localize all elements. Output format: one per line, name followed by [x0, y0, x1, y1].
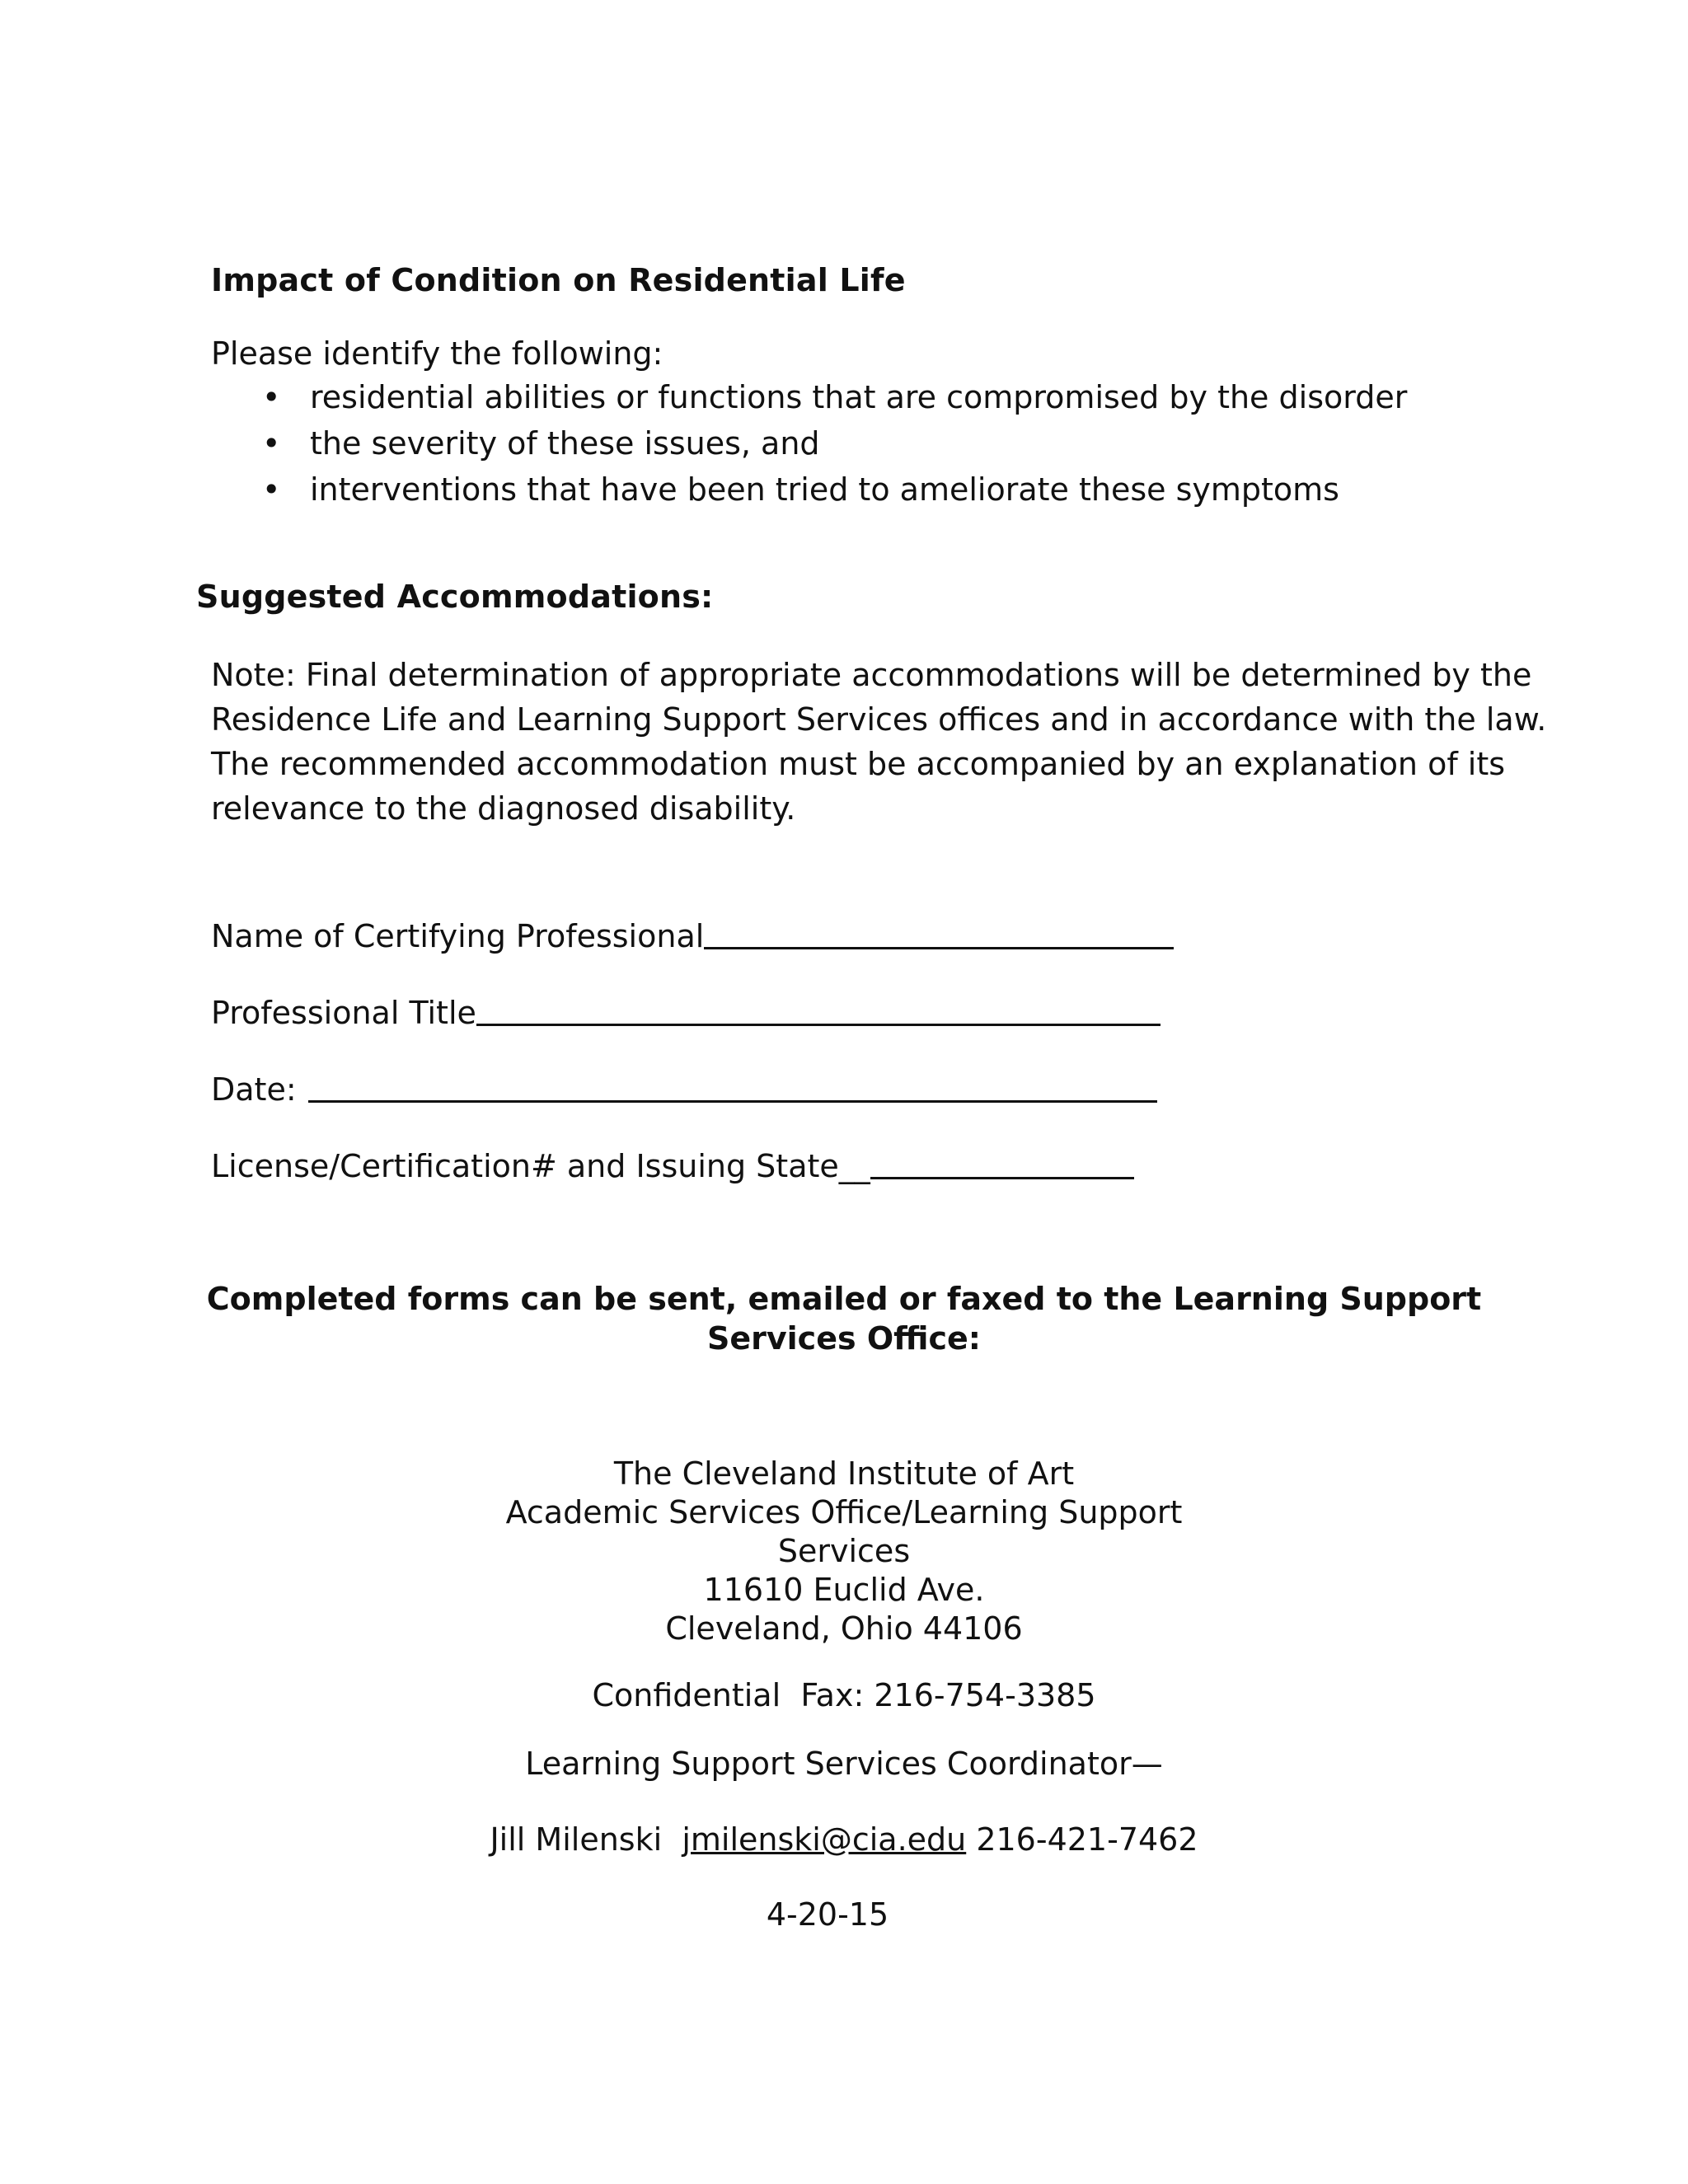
address-block [0, 1455, 1688, 1648]
certifying-professional-label: Name of Certifying Professional [211, 918, 705, 954]
list-item [211, 374, 1407, 420]
contact-phone: 216-421-7462 [976, 1821, 1198, 1858]
license-label: License/Certification# and Issuing State__ [211, 1148, 870, 1184]
bullet-text: the severity of these issues, and [310, 425, 820, 462]
bullet-icon: • [262, 425, 281, 462]
certifying-professional-input-line[interactable] [704, 914, 1174, 949]
date-input-line[interactable] [308, 1067, 1157, 1103]
bullet-icon: • [262, 471, 281, 508]
license-input-line[interactable] [870, 1144, 1134, 1179]
city-state-zip: Cleveland, Ohio 44106 [665, 1610, 1023, 1647]
professional-title-input-line[interactable] [476, 991, 1160, 1026]
submission-line: Completed forms can be sent, emailed or faxed to the Learning Support [206, 1281, 1482, 1317]
impact-heading: Impact of Condition on Residential Life [211, 262, 906, 298]
street-address: 11610 Euclid Ave. [703, 1572, 985, 1608]
list-item [211, 466, 1407, 513]
submission-instructions [0, 1279, 1688, 1358]
bullet-text: interventions that have been tried to ameliorate these symptoms [310, 471, 1339, 508]
date-label: Date: [211, 1071, 297, 1108]
fax-number: Confidential Fax: 216-754-3385 [592, 1677, 1096, 1713]
contact-line [0, 1821, 1688, 1859]
department-line: Services [777, 1533, 911, 1569]
list-item [211, 420, 1407, 466]
organization-name: The Cleveland Institute of Art [613, 1455, 1075, 1492]
note-line: The recommended accommodation must be accompanied by an explanation of its [211, 746, 1506, 782]
professional-title-field[interactable] [211, 983, 1160, 1033]
accommodations-note [211, 653, 1546, 831]
accommodations-heading: Suggested Accommodations: [196, 579, 714, 615]
bullet-icon: • [262, 379, 281, 415]
impact-intro: Please identify the following: [211, 335, 663, 372]
certifying-professional-field[interactable] [211, 907, 1174, 956]
department-line: Academic Services Office/Learning Support [505, 1494, 1183, 1530]
contact-name: Jill Milenski [490, 1821, 663, 1858]
bullet-text: residential abilities or functions that are compromised by the disorder [310, 379, 1408, 415]
submission-line: Services Office: [707, 1320, 981, 1357]
license-field[interactable] [211, 1137, 1134, 1186]
note-line: relevance to the diagnosed disability. [211, 790, 796, 827]
note-line: Note: Final determination of appropriate accommodations will be determined by the [211, 657, 1532, 693]
date-field[interactable] [211, 1060, 1157, 1109]
professional-title-label: Professional Title [211, 995, 476, 1031]
contact-email-link[interactable]: jmilenski@cia.edu [682, 1821, 967, 1858]
impact-bullet-list [211, 374, 1407, 513]
note-line: Residence Life and Learning Support Services offices and in accordance with the law. [211, 701, 1547, 738]
revision-date: 4-20-15 [766, 1896, 889, 1933]
coordinator-title: Learning Support Services Coordinator— [525, 1746, 1163, 1782]
